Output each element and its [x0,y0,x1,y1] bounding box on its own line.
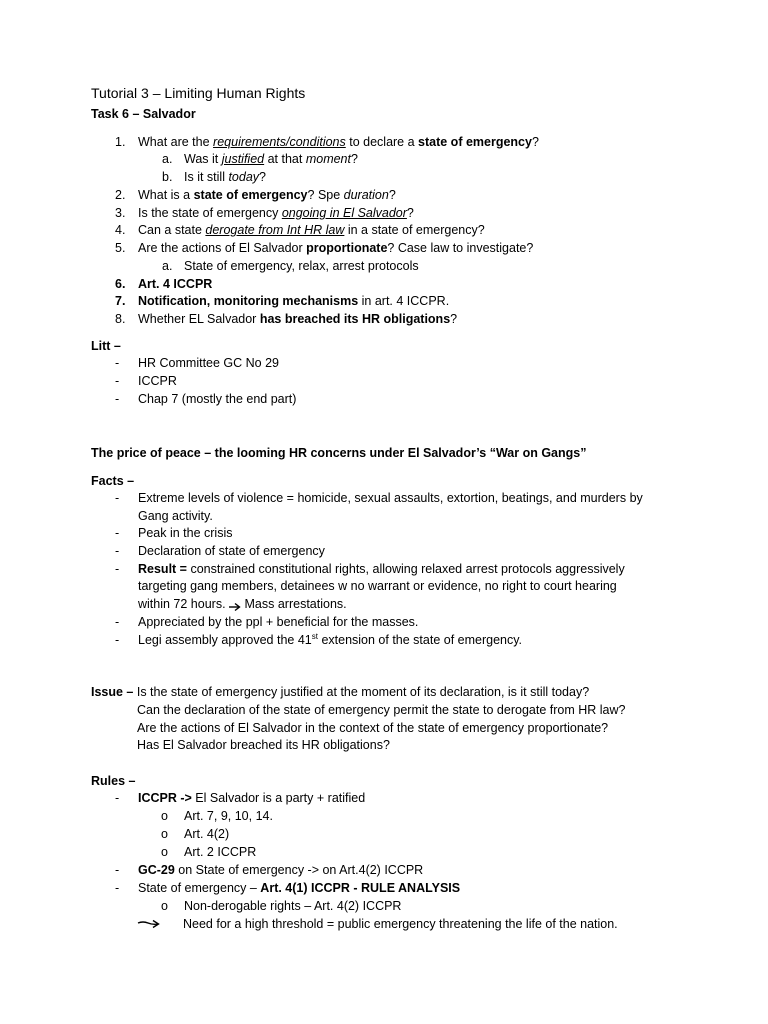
issue-line: Has El Salvador breached its HR obligations? [137,738,390,752]
list-number: 1. [115,135,126,149]
bullet-circle: o [161,899,168,913]
bullet-dash: - [115,544,120,558]
bullet-dash: - [115,491,120,505]
list-item: Whether EL Salvador has breached its HR obligations? [138,312,458,326]
facts-heading: Facts – [91,474,135,488]
bullet-dash: - [115,863,120,877]
task-heading: Task 6 – Salvador [91,107,196,121]
list-item: Is it still today? [184,170,266,184]
rule-line: GC-29 on State of emergency -> on Art.4(2) ICCPR [138,863,424,877]
rule-line: State of emergency – Art. 4(1) ICCPR - RULE ANALYSIS [138,881,461,895]
bullet-dash: - [115,392,120,406]
list-number: 4. [115,223,126,237]
fact-line: Gang activity. [138,509,213,523]
litt-item: ICCPR [138,374,177,388]
list-number: b. [162,170,173,184]
list-number: a. [162,152,173,166]
bullet-dash: - [115,881,120,895]
list-item: State of emergency, relax, arrest protocols [184,259,419,273]
fact-line: Extreme levels of violence = homicide, sexual assaults, extortion, beatings, and murders by [138,491,643,505]
fact-line: Declaration of state of emergency [138,544,325,558]
issue-label: Issue – [91,685,134,699]
litt-item: Chap 7 (mostly the end part) [138,392,297,406]
rule-subitem: Art. 4(2) [184,827,230,841]
fact-line: Legi assembly approved the 41st extension of the state of emergency. [138,631,523,647]
list-item: Art. 4 ICCPR [138,277,213,291]
bullet-dash: - [115,615,120,629]
bullet-circle: o [161,845,168,859]
issue-line: Are the actions of El Salvador in the context of the state of emergency proportionate? [137,721,609,735]
rule-subitem: Non-derogable rights – Art. 4(2) ICCPR [184,899,402,913]
fact-line: within 72 hours. Mass arrestations. [138,597,347,611]
fact-line: Appreciated by the ppl + beneficial for the masses. [138,615,419,629]
fact-line: targeting gang members, detainees w no warrant or evidence, no right to court hearing [138,579,617,593]
long-arrow-icon [137,918,161,930]
rules-heading: Rules – [91,774,136,788]
list-item: Can a state derogate from Int HR law in a state of emergency? [138,223,485,237]
list-number: 7. [115,294,126,308]
bullet-dash: - [115,356,120,370]
list-item: What are the requirements/conditions to declare a state of emergency? [138,135,539,149]
list-number: 2. [115,188,126,202]
rule-line: ICCPR -> El Salvador is a party + ratified [138,791,366,805]
bullet-circle: o [161,827,168,841]
list-number: 8. [115,312,126,326]
right-arrow-icon [229,600,241,610]
issue-line: Can the declaration of the state of emergency permit the state to derogate from HR law? [137,703,626,717]
bullet-dash: - [115,633,120,647]
list-item: What is a state of emergency? Spe duration? [138,188,396,202]
article-title: The price of peace – the looming HR concerns under El Salvador’s “War on Gangs” [91,446,587,460]
rule-subitem: Art. 2 ICCPR [184,845,257,859]
list-number: a. [162,259,173,273]
list-number: 3. [115,206,126,220]
fact-line: Peak in the crisis [138,526,233,540]
litt-heading: Litt – [91,339,121,353]
list-item: Was it justified at that moment? [184,152,358,166]
rule-arrow-item: Need for a high threshold = public emergency threatening the life of the nation. [183,917,618,931]
list-number: 5. [115,241,126,255]
fact-line: Result = constrained constitutional rights, allowing relaxed arrest protocols aggressively [138,562,625,576]
bullet-circle: o [161,809,168,823]
bullet-dash: - [115,526,120,540]
bullet-dash: - [115,374,120,388]
issue-line: Issue – Is the state of emergency justified at the moment of its declaration, is it still today? [91,685,590,699]
bullet-dash: - [115,562,120,576]
list-item: Is the state of emergency ongoing in El Salvador? [138,206,414,220]
list-item: Are the actions of El Salvador proportionate? Case law to investigate? [138,241,534,255]
document-title: Tutorial 3 – Limiting Human Rights [91,85,306,101]
bullet-dash: - [115,791,120,805]
list-number: 6. [115,277,126,291]
rule-subitem: Art. 7, 9, 10, 14. [184,809,273,823]
litt-item: HR Committee GC No 29 [138,356,280,370]
list-item: Notification, monitoring mechanisms in art. 4 ICCPR. [138,294,450,308]
